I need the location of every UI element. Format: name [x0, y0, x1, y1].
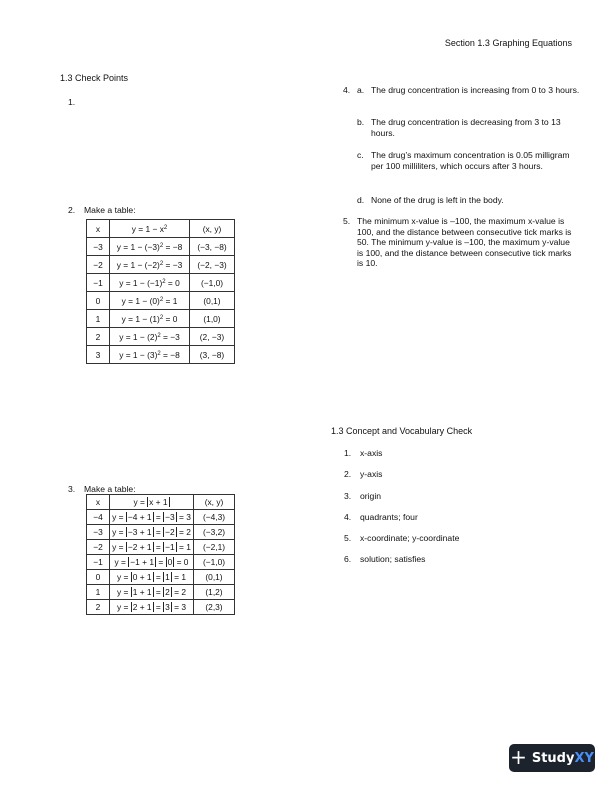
answer-4d [357, 195, 582, 206]
cell-equation: y = −1 + 1 = 0 = 0 [110, 555, 194, 570]
answer-label: c. [357, 150, 364, 160]
cell-x: −1 [87, 274, 110, 292]
cell-point: (1,2) [194, 585, 235, 600]
check-point-4-number: 4. [343, 85, 351, 95]
answer-text: The drug concentration is increasing from 0 to 3 hours. [371, 85, 580, 95]
answer-text: The drug’s maximum concentration is 0.05 milligram per 100 milliliters, which occurs after 3 hours. [371, 150, 570, 171]
answer-label: d. [357, 195, 365, 205]
table-y-equals-abs-x-plus-1 [86, 494, 235, 615]
cell-point: (0,1) [190, 292, 235, 310]
cell-x: 1 [87, 310, 110, 328]
vocab-item: 4. quadrants; four [344, 512, 418, 522]
cell-point: (−2, −3) [190, 256, 235, 274]
cell-x: 0 [87, 570, 110, 585]
cell-equation: $y = 1 - (1)^2 = 0$ [110, 310, 190, 328]
cell-point: (2, −3) [190, 328, 235, 346]
table-row [87, 555, 235, 570]
cell-point: (3, −8) [190, 346, 235, 364]
answer-text: The drug concentration is decreasing from 3 to 13 hours. [371, 117, 561, 138]
answer-label: a. [357, 85, 365, 95]
cell-point: (−2,1) [194, 540, 235, 555]
check-point-2 [68, 205, 136, 215]
vocab-item: 5. x-coordinate; y-coordinate [344, 533, 460, 543]
col-header-x: x [87, 220, 110, 238]
cell-point: (−1,0) [194, 555, 235, 570]
cell-equation: y = 0 + 1 = 1 = 1 [110, 570, 194, 585]
cell-point: (−3, −8) [190, 238, 235, 256]
vocab-item: 2. y-axis [344, 469, 383, 479]
table-row [87, 292, 235, 310]
table-row [87, 525, 235, 540]
vocab-item: 1. x-axis [344, 448, 383, 458]
check-point-3 [68, 484, 136, 494]
answer-label: 5. [343, 216, 351, 226]
table-row [87, 510, 235, 525]
cell-equation: y = −4 + 1 = −3 = 3 [110, 510, 194, 525]
cell-equation: y = 1 + 1 = 2 = 2 [110, 585, 194, 600]
cell-x: −2 [87, 256, 110, 274]
cell-x: −3 [87, 525, 110, 540]
check-point-1-number: 1. [68, 97, 76, 107]
vocab-item: 6. solution; satisfies [344, 554, 426, 564]
col-header-x: x [87, 495, 110, 510]
studyxy-logo[interactable] [509, 744, 595, 772]
check-point-2-number: 2. [68, 205, 76, 215]
check-points-heading: 1.3 Check Points [60, 73, 129, 83]
cell-equation: $y = 1 - (2)^2 = -3$ [110, 328, 190, 346]
table-row [87, 585, 235, 600]
cell-point: (2,3) [194, 600, 235, 615]
cell-equation: $y = 1 - (3)^2 = -8$ [110, 346, 190, 364]
cell-x: −2 [87, 540, 110, 555]
check-point-3-intro: Make a table: [84, 484, 136, 494]
col-header-point: (x, y) [194, 495, 235, 510]
plus-icon: + [510, 745, 527, 769]
logo-text: StudyXY [531, 750, 594, 766]
cell-x: −1 [87, 555, 110, 570]
cell-x: 3 [87, 346, 110, 364]
cell-equation: y = −2 + 1 = −1 = 1 [110, 540, 194, 555]
cell-equation: $y = 1 - (-1)^2 = 0$ [110, 274, 190, 292]
cell-equation: $y = 1 - (-3)^2 = -8$ [110, 238, 190, 256]
cell-point: (−1,0) [190, 274, 235, 292]
table-header-row [87, 220, 235, 238]
check-point-3-number: 3. [68, 484, 76, 494]
answer-4c [357, 150, 582, 171]
table-row [87, 328, 235, 346]
cell-equation: $y = 1 - (0)^2 = 1$ [110, 292, 190, 310]
page-header: Section 1.3 Graphing Equations [444, 38, 572, 48]
table-row [87, 274, 235, 292]
answer-text: The minimum x-value is –100, the maximum x-value is 100, and the distance between consecutive tick marks is 50. The minimum y-value is –100, the maximum y-value is 100, and the distance between consecutive tick marks is 10. [357, 216, 572, 269]
cell-x: 2 [87, 328, 110, 346]
cell-point: (0,1) [194, 570, 235, 585]
table-row [87, 310, 235, 328]
col-header-point: (x, y) [190, 220, 235, 238]
cell-equation: y = −3 + 1 = −2 = 2 [110, 525, 194, 540]
answer-label: b. [357, 117, 365, 127]
answer-text: None of the drug is left in the body. [371, 195, 504, 205]
answer-5 [343, 216, 575, 269]
table-header-row [87, 495, 235, 510]
cell-x: 1 [87, 585, 110, 600]
cell-x: −4 [87, 510, 110, 525]
cell-x: −3 [87, 238, 110, 256]
cell-point: (1,0) [190, 310, 235, 328]
col-header-equation: $y = 1 - x^2$ [110, 220, 190, 238]
table-row [87, 540, 235, 555]
cell-point: (−4,3) [194, 510, 235, 525]
cell-equation: $y = 1 - (-2)^2 = -3$ [110, 256, 190, 274]
table-row [87, 570, 235, 585]
table-row [87, 256, 235, 274]
table-row [87, 346, 235, 364]
vocab-heading: 1.3 Concept and Vocabulary Check [331, 426, 473, 436]
table-row [87, 600, 235, 615]
table-row [87, 238, 235, 256]
check-point-2-intro: Make a table: [84, 205, 136, 215]
answer-4a [357, 85, 582, 96]
table-y-equals-1-minus-x-squared [86, 219, 235, 364]
cell-x: 0 [87, 292, 110, 310]
cell-x: 2 [87, 600, 110, 615]
cell-equation: y = 2 + 1 = 3 = 3 [110, 600, 194, 615]
vocab-item: 3. origin [344, 491, 382, 501]
cell-point: (−3,2) [194, 525, 235, 540]
col-header-equation: y = x + 1 [110, 495, 194, 510]
answer-4b [357, 117, 582, 138]
